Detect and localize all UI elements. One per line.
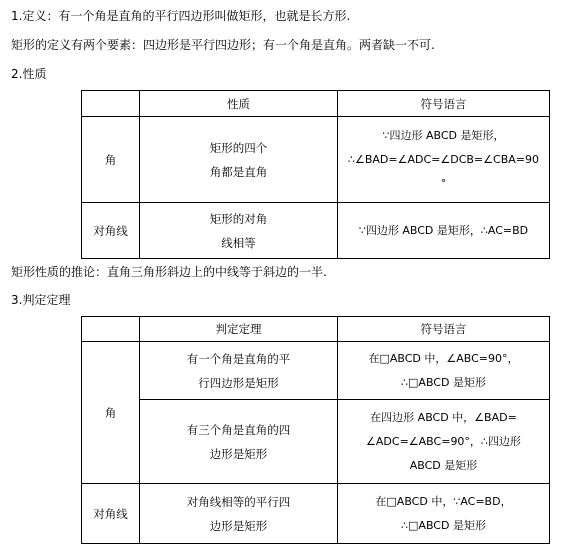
- section-2-title: 2.性质: [11, 67, 47, 81]
- header-symbol-language: 符号语言: [338, 317, 550, 342]
- table-row: [82, 117, 550, 203]
- symbol-line: ∴∠BAD=∠ADC=∠DCB=∠CBA=90: [348, 152, 539, 166]
- header-symbol-language: 符号语言: [338, 91, 550, 117]
- definition-elements-text: 矩形的定义有两个要素：四边形是平行四边形；有一个角是直角。两者缺一不可.: [11, 38, 435, 52]
- symbol-line: ∵四边形 ABCD 是矩形，∴AC=BD: [358, 223, 529, 237]
- symbol-line: ABCD 是矩形: [409, 458, 478, 472]
- header-property: 性质: [140, 91, 338, 117]
- theorem-cell: [140, 484, 338, 544]
- property-line: 角都是直角: [209, 164, 268, 179]
- table-row: [82, 342, 550, 400]
- theorem-line: 有一个角是直角的平: [186, 351, 291, 366]
- definition-text: 1.定义：有一个角是直角的平行四边形叫做矩形，也就是长方形.: [11, 9, 351, 23]
- symbol-line: ∴□ABCD 是矩形: [401, 375, 486, 389]
- header-theorem: 判定定理: [140, 317, 338, 342]
- symbol-line: ∴□ABCD 是矩形: [401, 518, 486, 532]
- header-empty-cell: [82, 91, 140, 117]
- symbol-line: 在四边形 ABCD 中，∠BAD=: [370, 410, 517, 424]
- theorem-cell: [140, 342, 338, 400]
- row-label-angle: 角: [82, 342, 140, 484]
- criteria-table-header: [82, 317, 550, 342]
- table-row: [82, 484, 550, 544]
- property-line: 矩形的对角: [209, 211, 268, 226]
- table-row: [82, 400, 550, 484]
- symbol-line: 在□ABCD 中，∵AC=BD，: [375, 494, 512, 508]
- symbol-cell: [338, 400, 550, 484]
- theorem-line: 边形是矩形: [209, 446, 268, 461]
- header-empty-cell: [82, 317, 140, 342]
- theorem-line: 有三个角是直角的四: [186, 422, 291, 437]
- property-table-header: [82, 91, 550, 117]
- theorem-line: 行四边形是矩形: [198, 375, 279, 390]
- table-row: [82, 203, 550, 259]
- symbol-line: 在□ABCD 中，∠ABC=90°，: [368, 351, 519, 365]
- theorem-cell: [140, 400, 338, 484]
- property-table: [81, 90, 550, 259]
- criteria-table: [81, 316, 550, 544]
- row-label-diagonal: 对角线: [82, 484, 140, 544]
- property-line: 矩形的四个: [209, 140, 268, 155]
- symbol-cell: [338, 203, 550, 259]
- symbol-cell: [338, 484, 550, 544]
- theorem-line: 边形是矩形: [209, 518, 268, 533]
- row-label-angle: 角: [82, 117, 140, 203]
- property-cell: [140, 203, 338, 259]
- symbol-line: ∵四边形 ABCD 是矩形，: [382, 128, 505, 142]
- row-label-diagonal: 对角线: [82, 203, 140, 259]
- symbol-line: °: [440, 176, 447, 190]
- theorem-line: 对角线相等的平行四: [186, 494, 291, 509]
- property-line: 线相等: [221, 235, 256, 250]
- corollary-text: 矩形性质的推论：直角三角形斜边上的中线等于斜边的一半.: [11, 265, 327, 279]
- symbol-cell: [338, 342, 550, 400]
- section-3-title: 3.判定定理: [11, 293, 71, 307]
- symbol-cell: [338, 117, 550, 203]
- symbol-line: ∠ADC=∠ABC=90°，∴四边形: [366, 434, 521, 448]
- property-cell: [140, 117, 338, 203]
